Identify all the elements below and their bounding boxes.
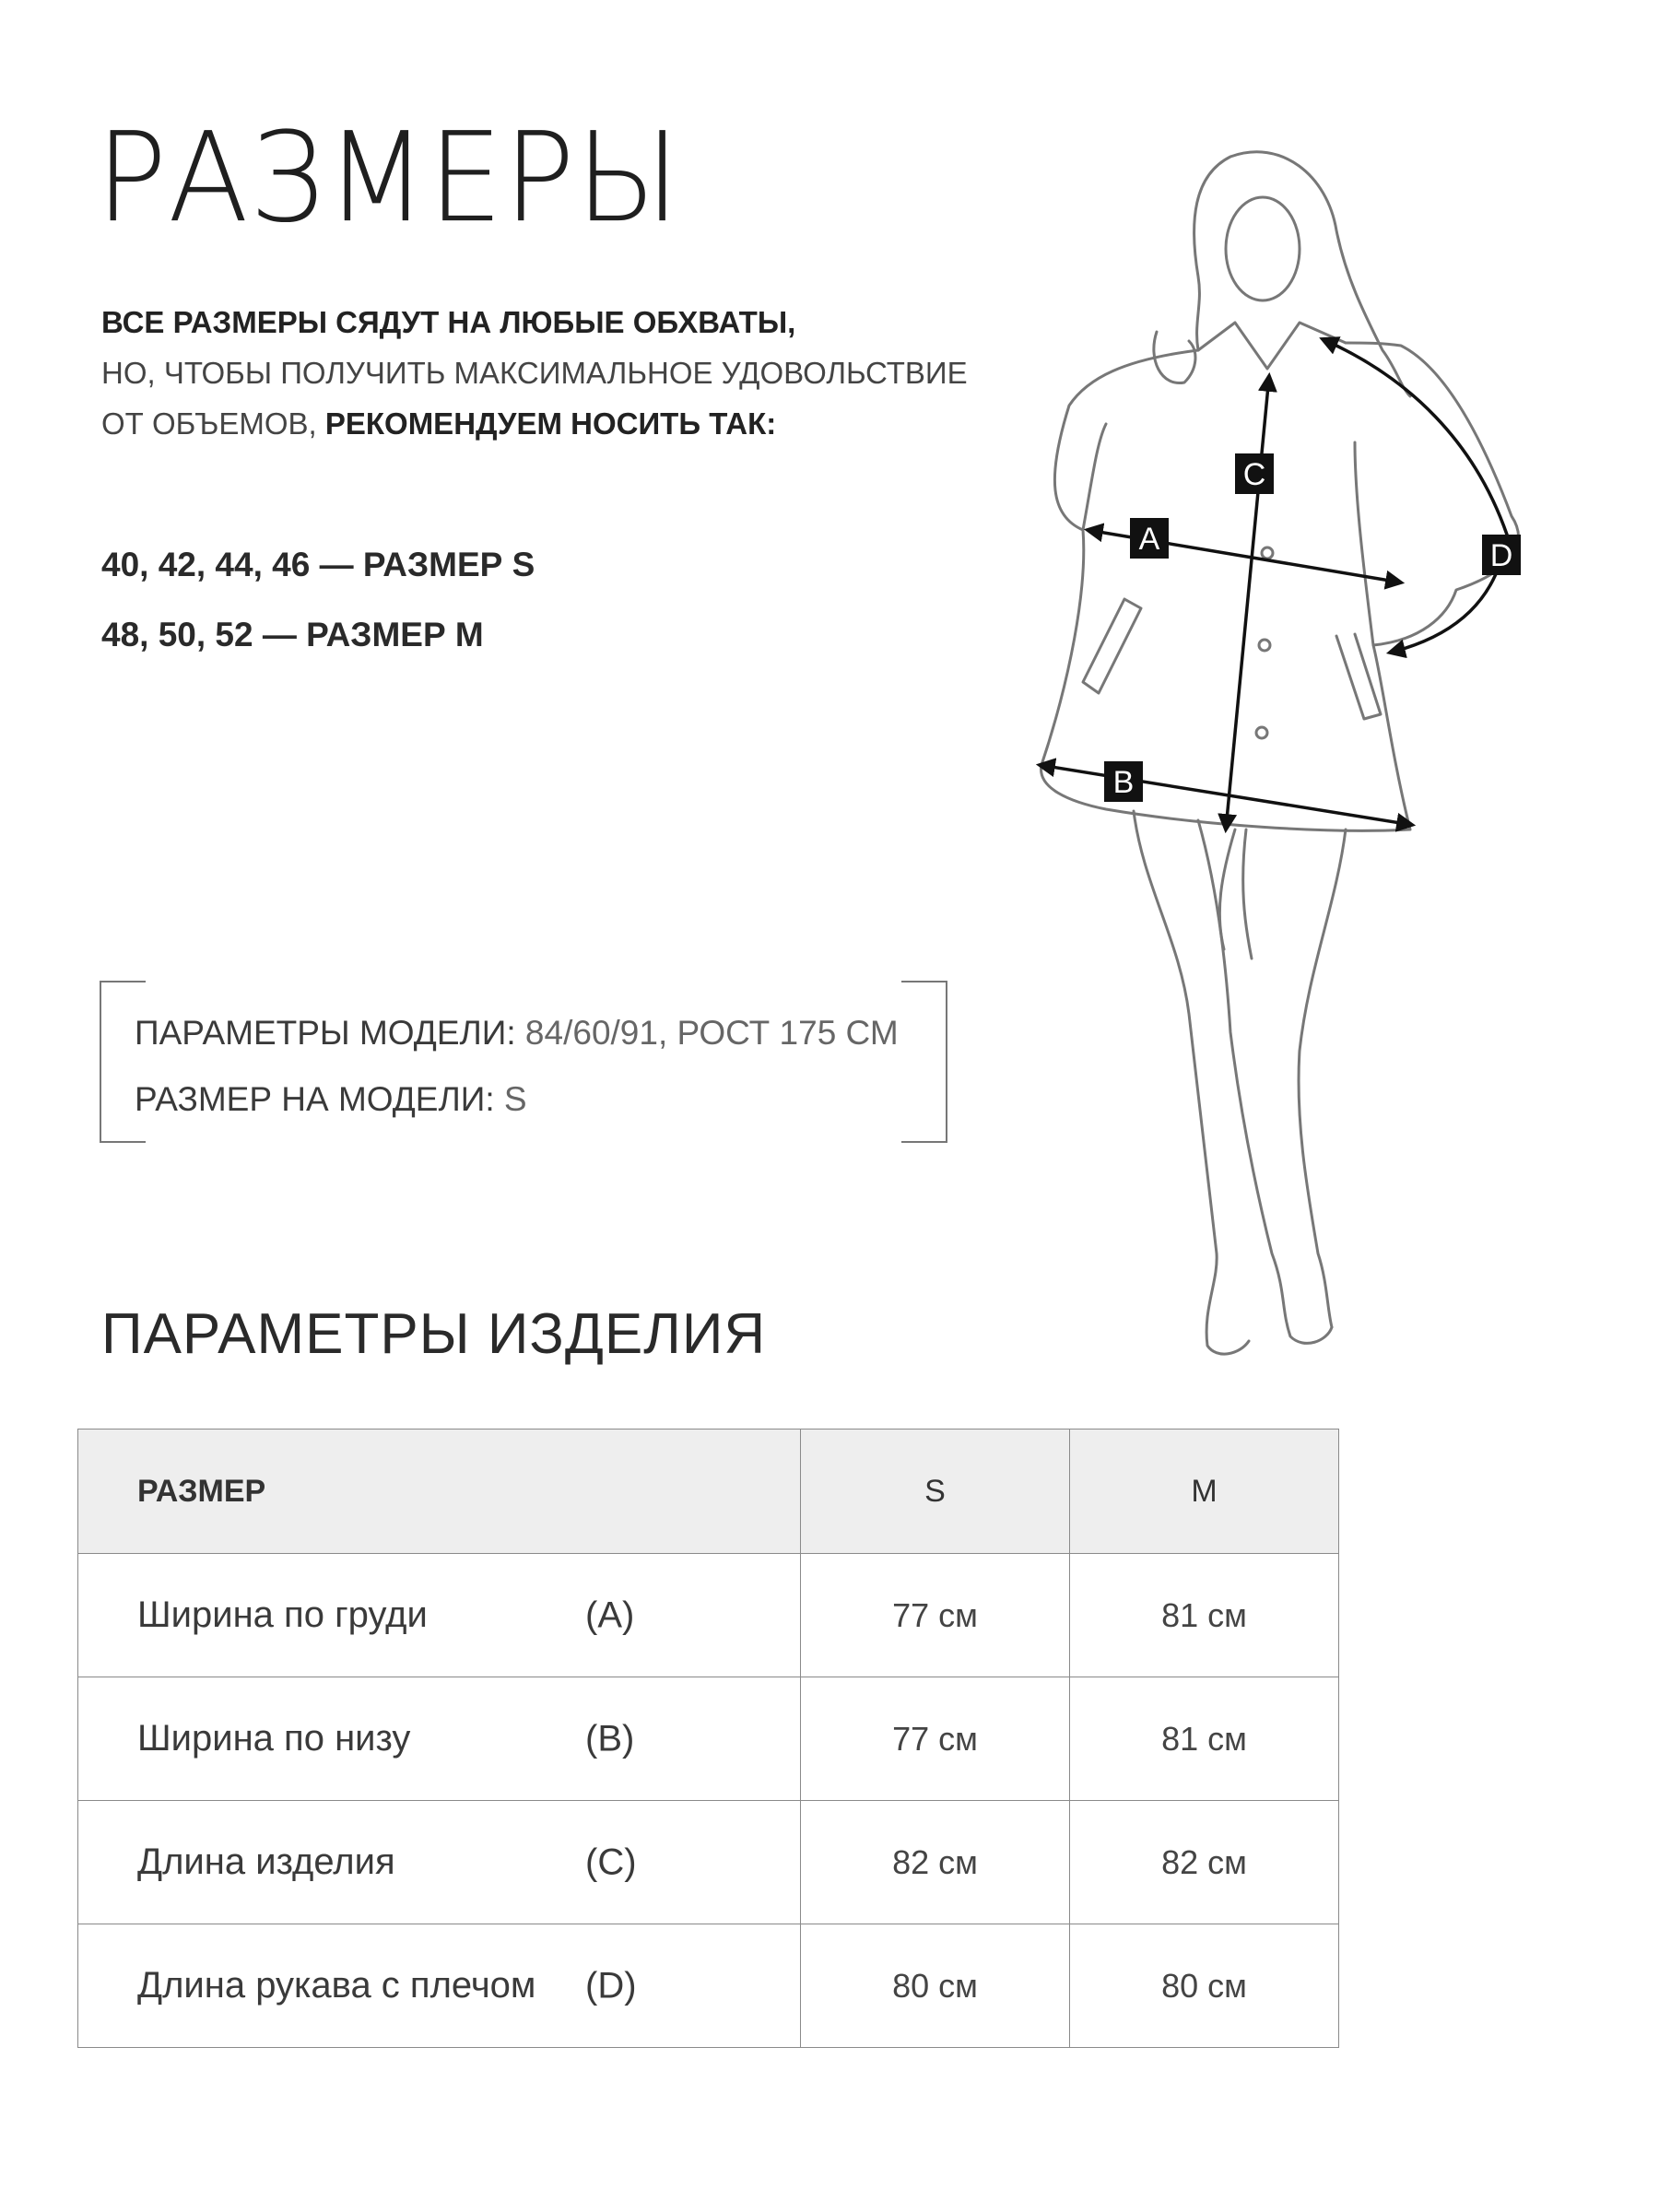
size-guide-s: 40, 42, 44, 46 — РАЗМЕР S (101, 546, 535, 583)
row-code: (B) (585, 1718, 635, 1759)
collar-outline (1198, 323, 1346, 369)
model-params (135, 1014, 899, 1053)
model-params-label: ПАРАМЕТРЫ МОДЕЛИ: (135, 1014, 516, 1052)
header-size-m: M (1070, 1430, 1339, 1554)
intro-line-3-light: ОТ ОБЪЕМОВ, (101, 406, 325, 441)
model-size-label: РАЗМЕР НА МОДЕЛИ: (135, 1080, 495, 1118)
face-outline (1226, 197, 1300, 300)
intro-line-1: ВСЕ РАЗМЕРЫ СЯДУТ НА ЛЮБЫЕ ОБХВАТЫ, (101, 305, 796, 339)
leg-left (1134, 811, 1249, 1354)
right-sleeve-line (1355, 442, 1373, 645)
intro-line-2: НО, ЧТОБЫ ПОЛУЧИТЬ МАКСИМАЛЬНОЕ УДОВОЛЬСТВИЕ (101, 356, 968, 390)
header-size-label: РАЗМЕР (78, 1430, 801, 1554)
button-3 (1256, 727, 1267, 738)
label-b-text: B (1112, 765, 1135, 800)
label-c-text: C (1242, 457, 1266, 492)
row-name: Ширина по груди (137, 1594, 428, 1635)
table-row (78, 1924, 1339, 2048)
left-sleeve-line (1083, 424, 1106, 530)
label-c (1235, 453, 1274, 494)
row-name: Длина изделия (137, 1841, 395, 1882)
label-d-text: D (1489, 538, 1513, 573)
row-value-s: 82 см (801, 1801, 1070, 1924)
product-params-title: ПАРАМЕТРЫ ИЗДЕЛИЯ (101, 1302, 767, 1366)
row-name-cell (78, 1554, 801, 1677)
row-value-m: 82 см (1070, 1801, 1339, 1924)
row-code: (C) (585, 1841, 637, 1882)
drawstring (1219, 830, 1252, 959)
bracket-right (901, 981, 947, 1143)
table-row (78, 1677, 1339, 1801)
label-a-text: A (1138, 522, 1160, 557)
jacket-outline (1041, 343, 1519, 830)
size-table (77, 1429, 1339, 2048)
table-row (78, 1801, 1339, 1924)
hair-outline (1194, 152, 1410, 396)
measure-c-line (1226, 376, 1269, 830)
row-name-cell (78, 1677, 801, 1801)
label-b (1104, 761, 1143, 802)
label-a (1130, 518, 1169, 559)
model-params-value: 84/60/91, РОСТ 175 СМ (515, 1014, 899, 1052)
pocket-left (1083, 599, 1141, 693)
leg-right (1198, 820, 1332, 1343)
row-value-m: 81 см (1070, 1677, 1339, 1801)
measurement-figure (977, 138, 1622, 1429)
leg-right-outer (1299, 830, 1346, 1327)
row-name: Ширина по низу (137, 1718, 411, 1759)
size-guide-m: 48, 50, 52 — РАЗМЕР M (101, 616, 484, 653)
row-value-s: 77 см (801, 1554, 1070, 1677)
intro-text (101, 297, 968, 449)
size-guide (101, 530, 535, 670)
intro-line-3-bold: РЕКОМЕНДУЕМ НОСИТЬ ТАК: (324, 406, 777, 441)
label-d (1482, 535, 1521, 575)
row-value-m: 80 см (1070, 1924, 1339, 2048)
row-code: (A) (585, 1594, 635, 1635)
model-size-value: S (494, 1080, 527, 1118)
header-size-s: S (801, 1430, 1070, 1554)
row-name-cell (78, 1924, 801, 2048)
row-value-s: 77 см (801, 1677, 1070, 1801)
row-value-m: 81 см (1070, 1554, 1339, 1677)
row-name: Длина рукава с плечом (137, 1965, 536, 2006)
model-size (135, 1080, 527, 1119)
row-value-s: 80 см (801, 1924, 1070, 2048)
button-1 (1262, 547, 1273, 559)
page-title: РАЗМЕРЫ (96, 106, 681, 251)
row-code: (D) (585, 1965, 637, 2006)
table-row (78, 1554, 1339, 1677)
button-2 (1259, 640, 1270, 651)
model-info-box (100, 981, 947, 1141)
table-header-row (78, 1430, 1339, 1554)
row-name-cell (78, 1801, 801, 1924)
measure-d-line (1323, 339, 1507, 653)
